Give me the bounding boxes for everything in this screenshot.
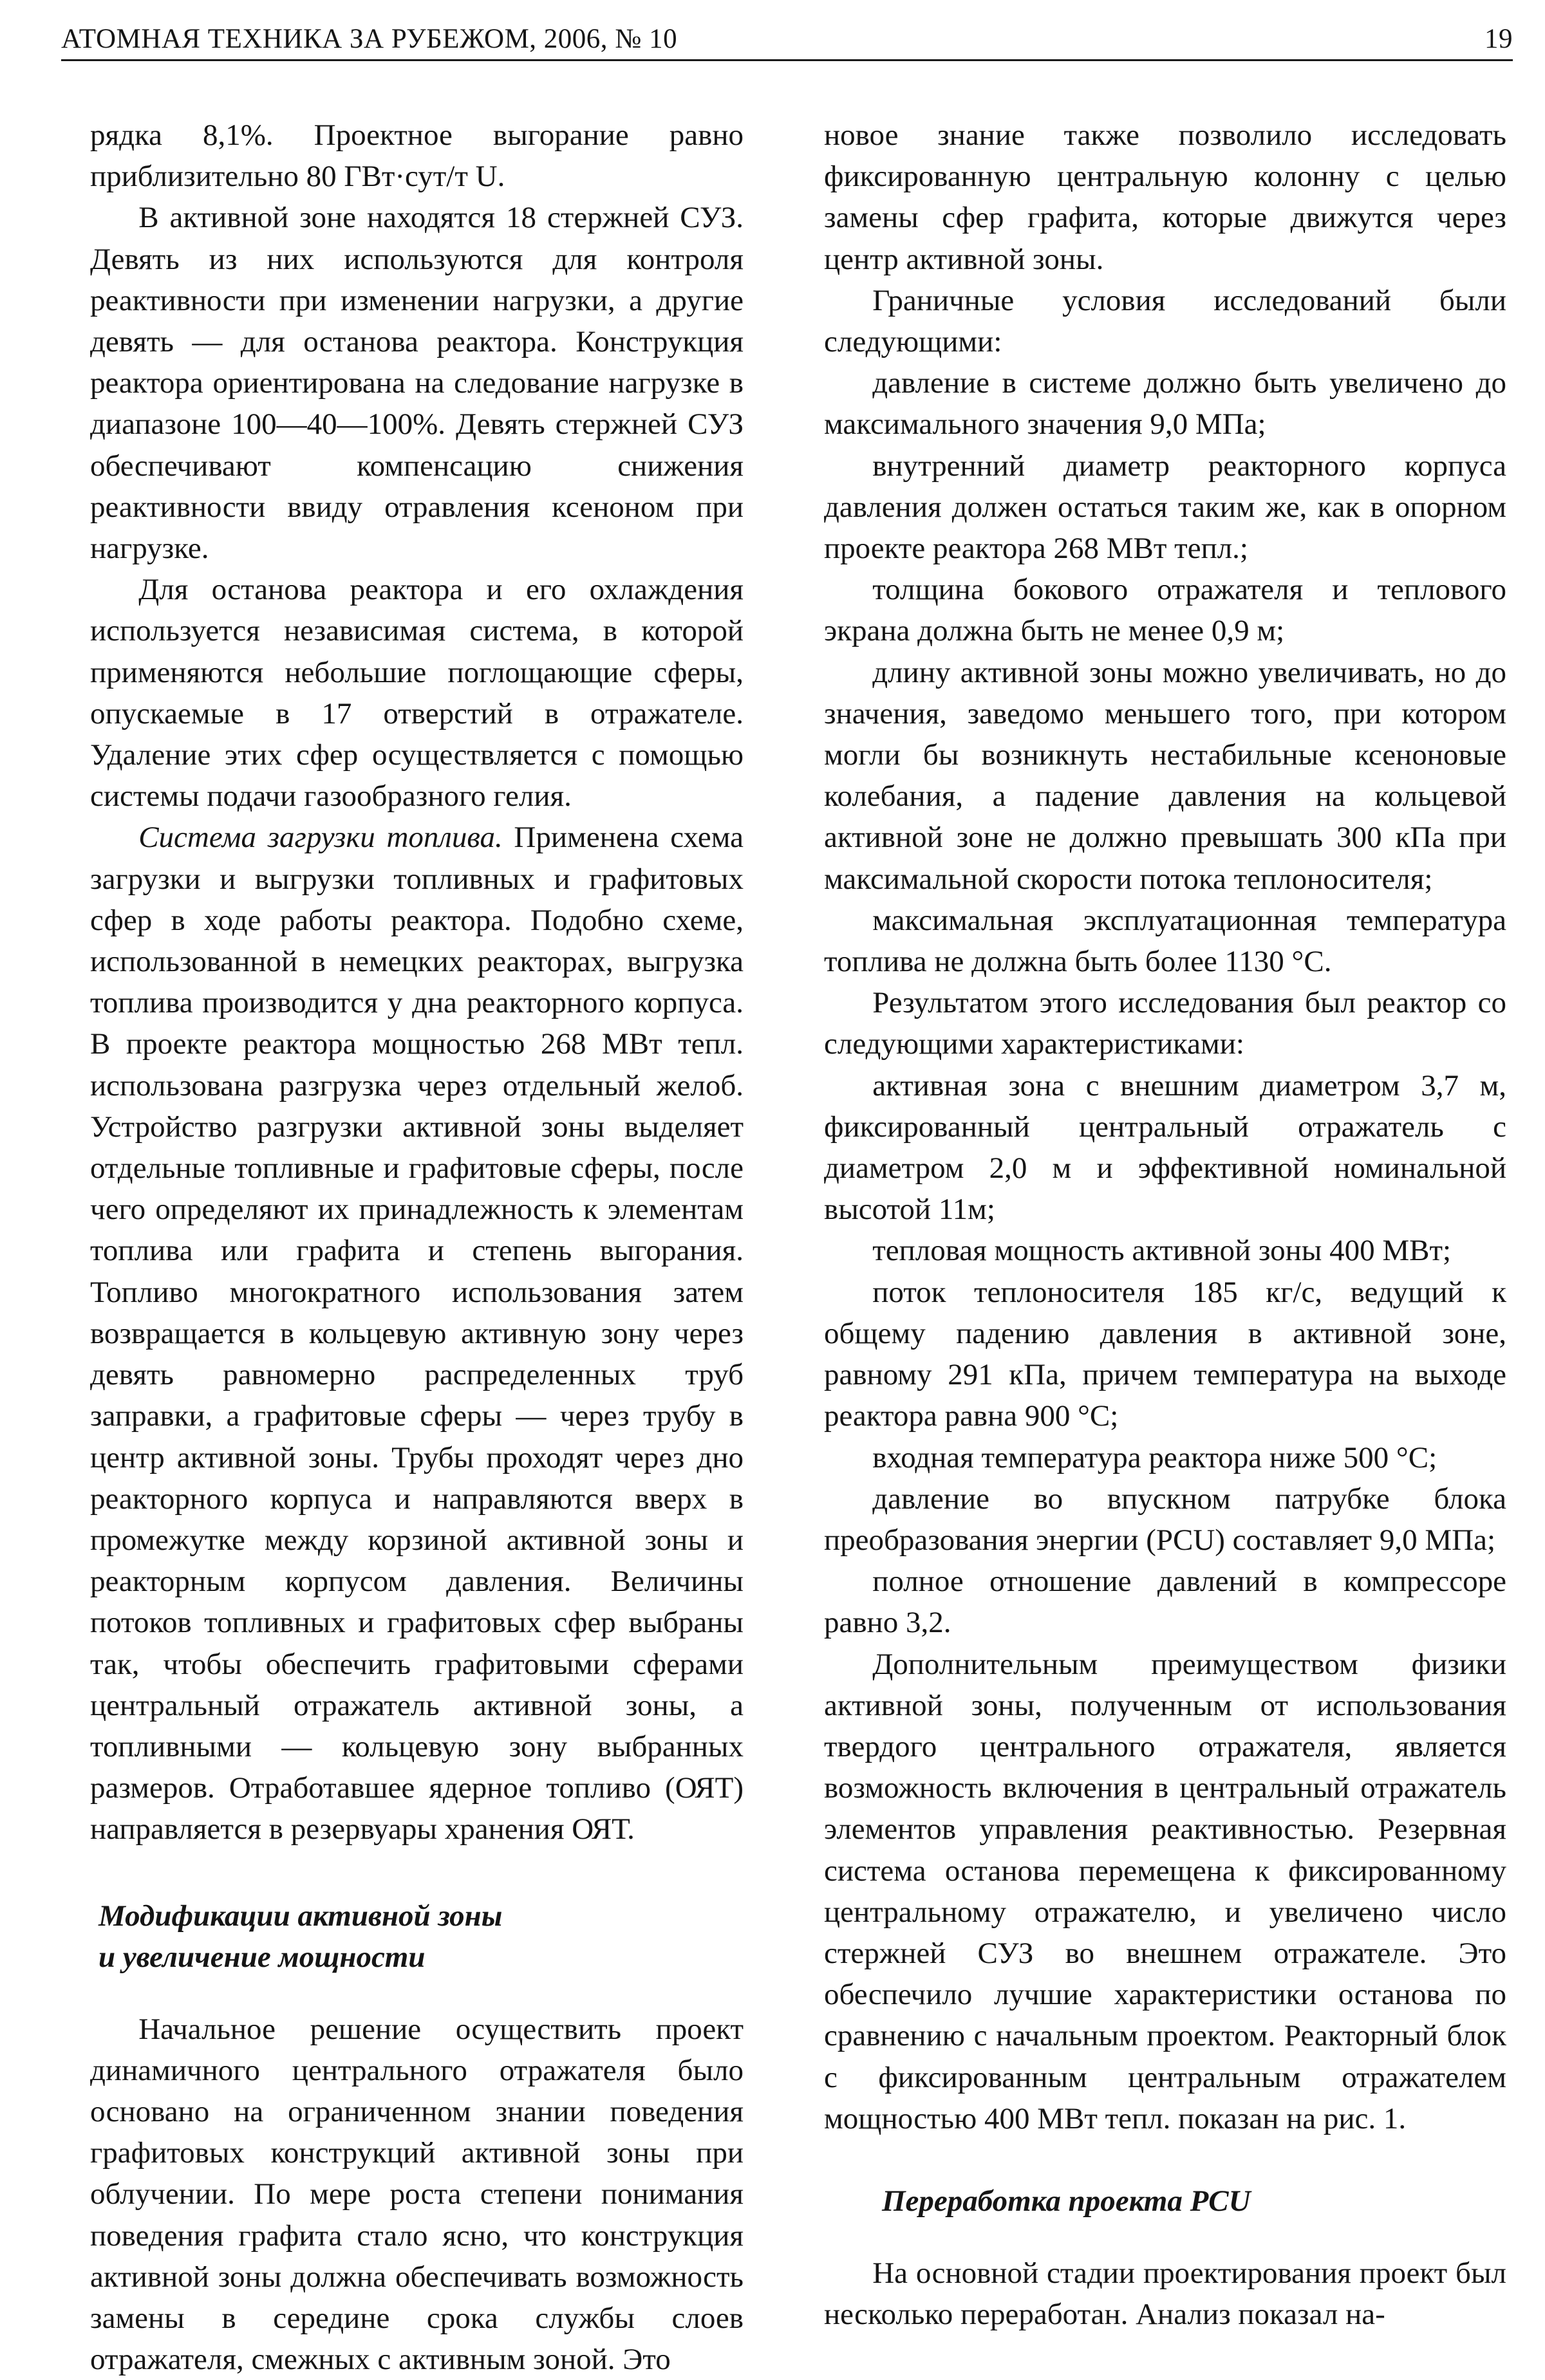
paragraph: Для останова реактора и его охлаждения используется независимая система, в которой применяются небольшие поглощающие сферы, опускаемые в 17 отверстий в отражателе. Удаление этих сфер осуществляется с помощью системы подачи газообразного гелия.	[90, 573, 744, 813]
paragraph-text: Применена схема загрузки и выгрузки топливных и графитовых сфер в ходе работы реактора. Подобно схеме, использованной в немецких реакторах, выгрузка топлива производится у дна реакторного корпуса. В проекте реактора мощностью 268 МВт тепл. использована разгрузка через отдельный желоб. Устройство разгрузки активной зоны выделяет отдельные топливные и графитовые сферы, после чего определяют их принадлежность к элементам топлива или графита и степень выгорания. Топливо многократного использования затем возвращается в кольцевую активную зону через девять равномерно распределенных труб заправки, а графитовые сферы — через трубу в центр активной зоны. Трубы проходят через дно реакторного корпуса и направляются вверх в промежутке между корзиной активной зоны и реакторным корпусом давления. Величины потоков топливных и графитовых сфер выбраны так, чтобы обеспечить графитовыми сферами центральный отражатель активной зоны, а топливными — кольцевую зону выбранных размеров. Отработавшее ядерное топливо (ОЯТ) направляется в резервуары хранения ОЯТ.	[90, 821, 744, 1846]
paragraph	[90, 817, 744, 1850]
section-heading-line: и увеличение мощности	[98, 1940, 426, 1974]
run-in-heading: Система загрузки топлива.	[138, 821, 503, 855]
list-paragraph: входная температура реактора ниже 500 °С;	[872, 1440, 1437, 1474]
paragraph: Дополнительным преимуществом физики активной зоны, полученным от использования твердого центрального отражателя, является возможность включения в центральный отражатель элементов управления реактивностью. Резервная система останова перемещена к фиксированному центральному отражателю, и увеличено число стержней СУЗ во внешнем отражателе. Это обеспечило лучшие характеристики останова по сравнению с начальным проектом. Реакторный блок с фиксированным центральным отражателем мощностью 400 МВт тепл. показан на рис. 1.	[824, 1647, 1506, 2135]
right-column	[824, 115, 1506, 2335]
paragraph: Результатом этого исследования был реактор со следующими характеристиками:	[824, 986, 1506, 1061]
list-paragraph: полное отношение давлений в компрессоре равно 3,2.	[824, 1565, 1506, 1640]
list-paragraph: толщина бокового отражателя и теплового экрана должна быть не менее 0,9 м;	[824, 573, 1506, 648]
list-paragraph: давление в системе должно быть увеличено до максимального значения 9,0 МПа;	[824, 366, 1506, 442]
paragraph: рядка 8,1%. Проектное выгорание равно приблизительно 80 ГВт·сут/т U.	[90, 118, 744, 194]
list-paragraph: поток теплоносителя 185 кг/с, ведущий к общему падению давления в активной зоне, равному 291 кПа, причем температура на выходе реактора равна 900 °С;	[824, 1275, 1506, 1433]
list-paragraph: давление во впускном патрубке блока преобразования энергии (PCU) составляет 9,0 МПа;	[824, 1482, 1506, 1557]
section-heading-line: Модификации активной зоны	[98, 1899, 503, 1933]
journal-title: АТОМНАЯ ТЕХНИКА ЗА РУБЕЖОМ, 2006, № 10	[61, 24, 678, 54]
list-paragraph: максимальная эксплуатационная температура топлива не должна быть более 1130 °С.	[824, 903, 1506, 979]
section-heading: Переработка проекта PCU	[882, 2184, 1251, 2218]
left-column	[90, 115, 744, 2380]
paragraph: Граничные условия исследований были следующими:	[824, 283, 1506, 359]
page-number: 19	[1484, 24, 1513, 54]
paragraph: В активной зоне находятся 18 стержней СУЗ. Девять из них используются для контроля реактивности при изменении нагрузки, а другие девять — для останова реактора. Конструкция реактора ориентирована на следование нагрузке в диапазоне 100—40—100%. Девять стержней СУЗ обеспечивают компенсацию снижения реактивности ввиду отравления ксеноном при нагрузке.	[90, 201, 744, 566]
list-paragraph: внутренний диаметр реакторного корпуса давления должен остаться таким же, как в опорном проекте реактора 268 МВт тепл.;	[824, 449, 1506, 566]
list-paragraph: тепловая мощность активной зоны 400 МВт;	[872, 1234, 1452, 1268]
running-header	[61, 19, 1513, 61]
section-heading	[90, 1895, 744, 1978]
paragraph: новое знание также позволило исследовать фиксированную центральную колонну с целью замены сфер графита, которые движутся через центр активной зоны.	[824, 118, 1506, 276]
paragraph: На основной стадии проектирования проект был несколько переработан. Анализ показал на-	[824, 2256, 1506, 2332]
paragraph: Начальное решение осуществить проект динамичного центрального отражателя было основано на ограниченном знании поведения графитовых конструкций активной зоны при облучении. По мере роста степени понимания поведения графита стало ясно, что конструкция активной зоны должна обеспечивать возможность замены в середине срока службы слоев отражателя, смежных с активным зоной. Это	[90, 2012, 744, 2377]
list-paragraph: активная зона с внешним диаметром 3,7 м, фиксированный центральный отражатель с диаметром 2,0 м и эффективной номинальной высотой 11м;	[824, 1068, 1506, 1227]
list-paragraph: длину активной зоны можно увеличивать, но до значения, заведомо меньшего того, при котором могли бы возникнуть нестабильные ксеноновые колебания, а падение давления на кольцевой активной зоне не должно превышать 300 кПа при максимальной скорости потока теплоносителя;	[824, 655, 1506, 896]
